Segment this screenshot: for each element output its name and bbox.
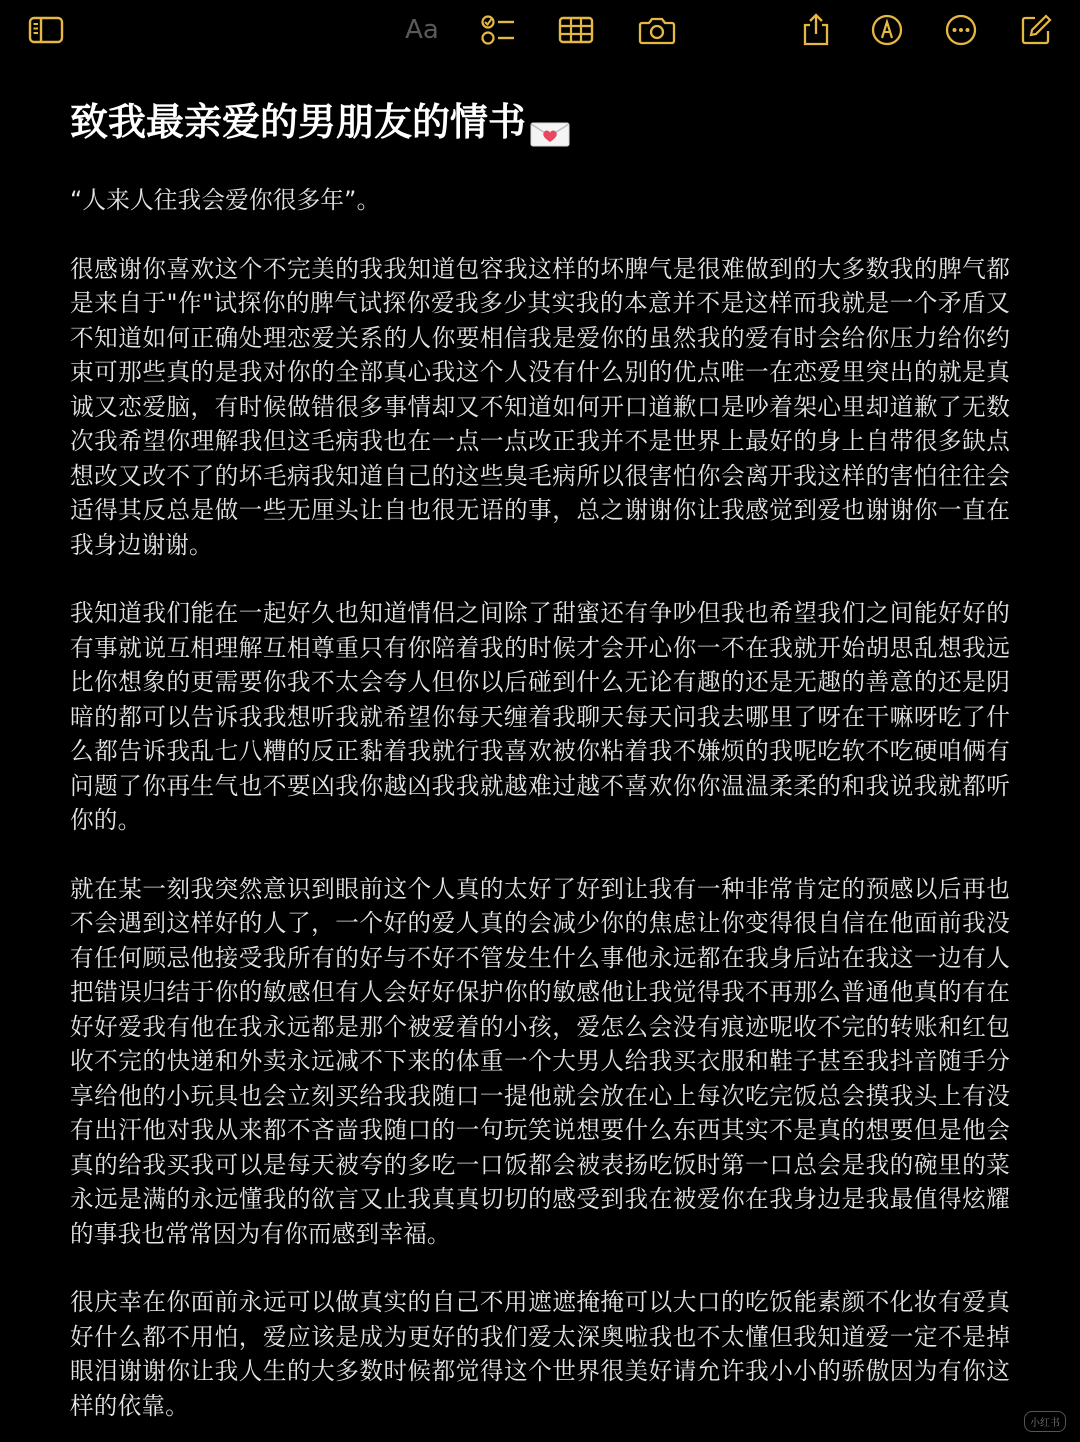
note-paragraph: 就在某一刻我突然意识到眼前这个人真的太好了好到让我有一种非常肯定的预感以后再也不会遇到这样好的人了，一个好的爱人真的会减少你的焦虑让你变得很自信在他面前我没有任何顾忌他接受我所有的好与不好不管发生什么事他永远都在我身后站在我这一边有人把错误归结于你的敏感但有人会好好保护你的敏感他让我觉得我不再那么普通他真的有在好好爱我有他在我永远都是那个被爱着的小孩，爱怎么会没有痕迹呢收不完的转账和红包收不完的快递和外卖永远减不下来的体重一个大男人给我买衣服和鞋子甚至我抖音随手分享给他的小玩具也会立刻买给我我随口一提他就会放在心上每次吃完饭总会摸我头上有没有出汗他对我从来都不吝啬我随口的一句玩笑说想要什么东西其实不是真的想要但是他会真的给我买我可以是每天被夸的多吃一口饭都会被表扬吃饭时第一口总会是我的碗里的菜永远是满的永远懂我的欲言又止我真真切切的感受到我在被爱你在我身边是我最值得炫耀的事我也常常因为有你而感到幸福。 xyxy=(70,874,1010,1248)
ellipsis-icon xyxy=(944,13,978,47)
note-title-text: 致我最亲爱的男朋友的情书 xyxy=(70,100,527,144)
more-button[interactable] xyxy=(941,10,981,50)
note-paragraph: 我知道我们能在一起好久也知道情侣之间除了甜蜜还有争吵但我也希望我们之间能好好的有事就说互相理解互相尊重只有你陪着我的时候才会开心你一不在我就开始胡思乱想我远比你想象的更需要你我不太会夸人但你以后碰到什么无论有趣的还是无趣的善意的还是阴暗的都可以告诉我我想听我就希望你每天缠着我聊天每天问我去哪里了呀在干嘛呀吃了什么都告诉我乱七八糟的反正黏着我就行我喜欢被你粘着我不嫌烦的我呢吃软不吃硬咱俩有问题了你再生气也不要凶我你越凶我我就越难过越不喜欢你你温温柔柔的和我说我就都听你的。 xyxy=(70,599,1010,834)
format-text-button[interactable]: Aa xyxy=(405,15,439,45)
camera-button[interactable] xyxy=(637,10,677,50)
note-title xyxy=(70,94,1010,150)
table-button[interactable] xyxy=(556,10,596,50)
checklist-icon xyxy=(480,14,516,46)
camera-icon xyxy=(638,15,676,45)
sidebar-toggle-button[interactable] xyxy=(26,10,66,50)
note-quote: “人来人往我会爱你很多年”。 xyxy=(70,186,381,214)
table-icon xyxy=(558,16,594,44)
checklist-button[interactable] xyxy=(478,10,518,50)
love-letter-icon xyxy=(530,107,570,135)
compose-button[interactable] xyxy=(1016,10,1056,50)
share-icon xyxy=(801,13,831,47)
toolbar xyxy=(0,0,1080,60)
note-body[interactable] xyxy=(70,94,1010,1423)
watermark: 小红书 xyxy=(1024,1411,1066,1432)
note-paragraph: 很庆幸在你面前永远可以做真实的自己不用遮遮掩掩可以大口的吃饭能素颜不化妆有爱真好什么都不用怕，爱应该是成为更好的我们爱太深奥啦我也不太懂但我知道爱一定不是掉眼泪谢谢你让我人生的大多数时候都觉得这个世界很美好请允许我小小的骄傲因为有你这样的依靠。 xyxy=(70,1288,1010,1420)
sidebar-toggle-icon xyxy=(28,16,64,44)
note-paragraph: 很感谢你喜欢这个不完美的我我知道包容我这样的坏脾气是很难做到的大多数我的脾气都是来自于"作"试探你的脾气试探你爱我多少其实我的本意并不是这样而我就是一个矛盾又不知道如何正确处理恋爱关系的人你要相信我是爱你的虽然我的爱有时会给你压力给你约束可那些真的是我对你的全部真心我这个人没有什么别的优点唯一在恋爱里突出的就是真诚又恋爱脑，有时候做错很多事情却又不知道如何开口道歉口是吵着架心里却道歉了无数次我希望你理解我但这毛病我也在一点一点改正我并不是世界上最好的身上自带很多缺点想改又改不了的坏毛病我知道自己的这些臭毛病所以很害怕你会离开我这样的害怕往往会适得其反总是做一些无厘头让自也很无语的事，总之谢谢你让我感觉到爱也谢谢你一直在我身边谢谢。 xyxy=(70,254,1010,559)
compose-icon xyxy=(1019,13,1053,47)
markup-button[interactable] xyxy=(867,10,907,50)
share-button[interactable] xyxy=(796,10,836,50)
markup-pen-icon xyxy=(870,13,904,47)
